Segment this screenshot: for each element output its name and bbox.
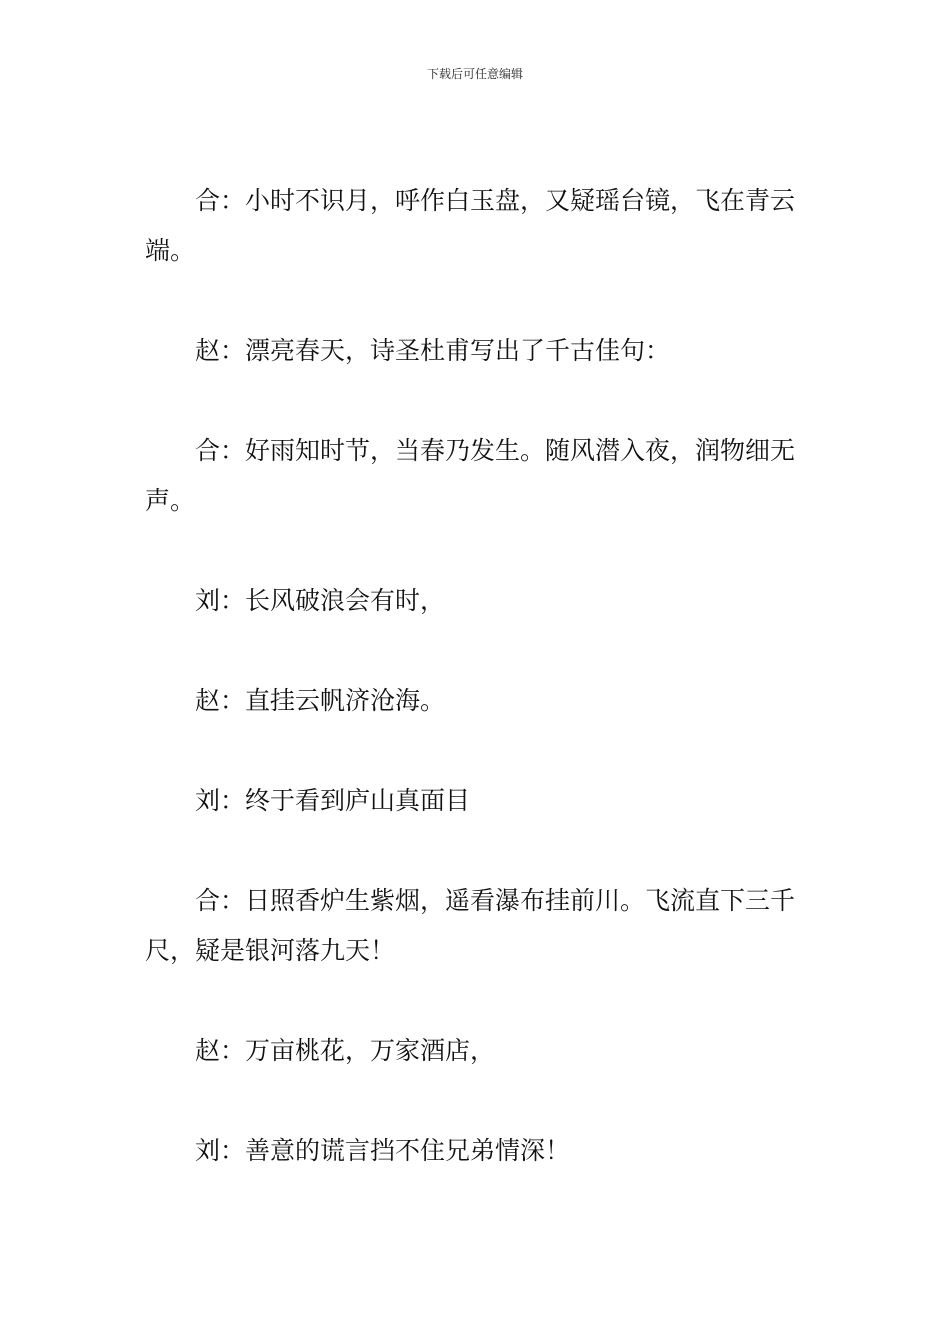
paragraph: 赵：漂亮春天，诗圣杜甫写出了千古佳句： — [195, 336, 671, 365]
paragraph: 赵：万亩桃花，万家酒店， — [195, 1036, 496, 1065]
paragraph: 赵：直挂云帆济沧海。 — [195, 686, 446, 715]
paragraph: 刘：长风破浪会有时， — [195, 586, 446, 615]
paragraph: 合：好雨知时节，当春乃发生。随风潜入夜，润物细无声。 — [145, 436, 796, 515]
paragraph: 刘：善意的谎言挡不住兄弟情深！ — [195, 1136, 571, 1165]
paragraph: 刘：终于看到庐山真面目 — [195, 786, 471, 815]
paragraph: 合：日照香炉生紫烟，遥看瀑布挂前川。飞流直下三千尺，疑是银河落九天！ — [145, 886, 796, 965]
page-header: 下载后可任意编辑 — [426, 67, 523, 81]
paragraph: 合：小时不识月，呼作白玉盘，又疑瑶台镜，飞在青云端。 — [145, 186, 796, 265]
document-body — [145, 176, 810, 1226]
